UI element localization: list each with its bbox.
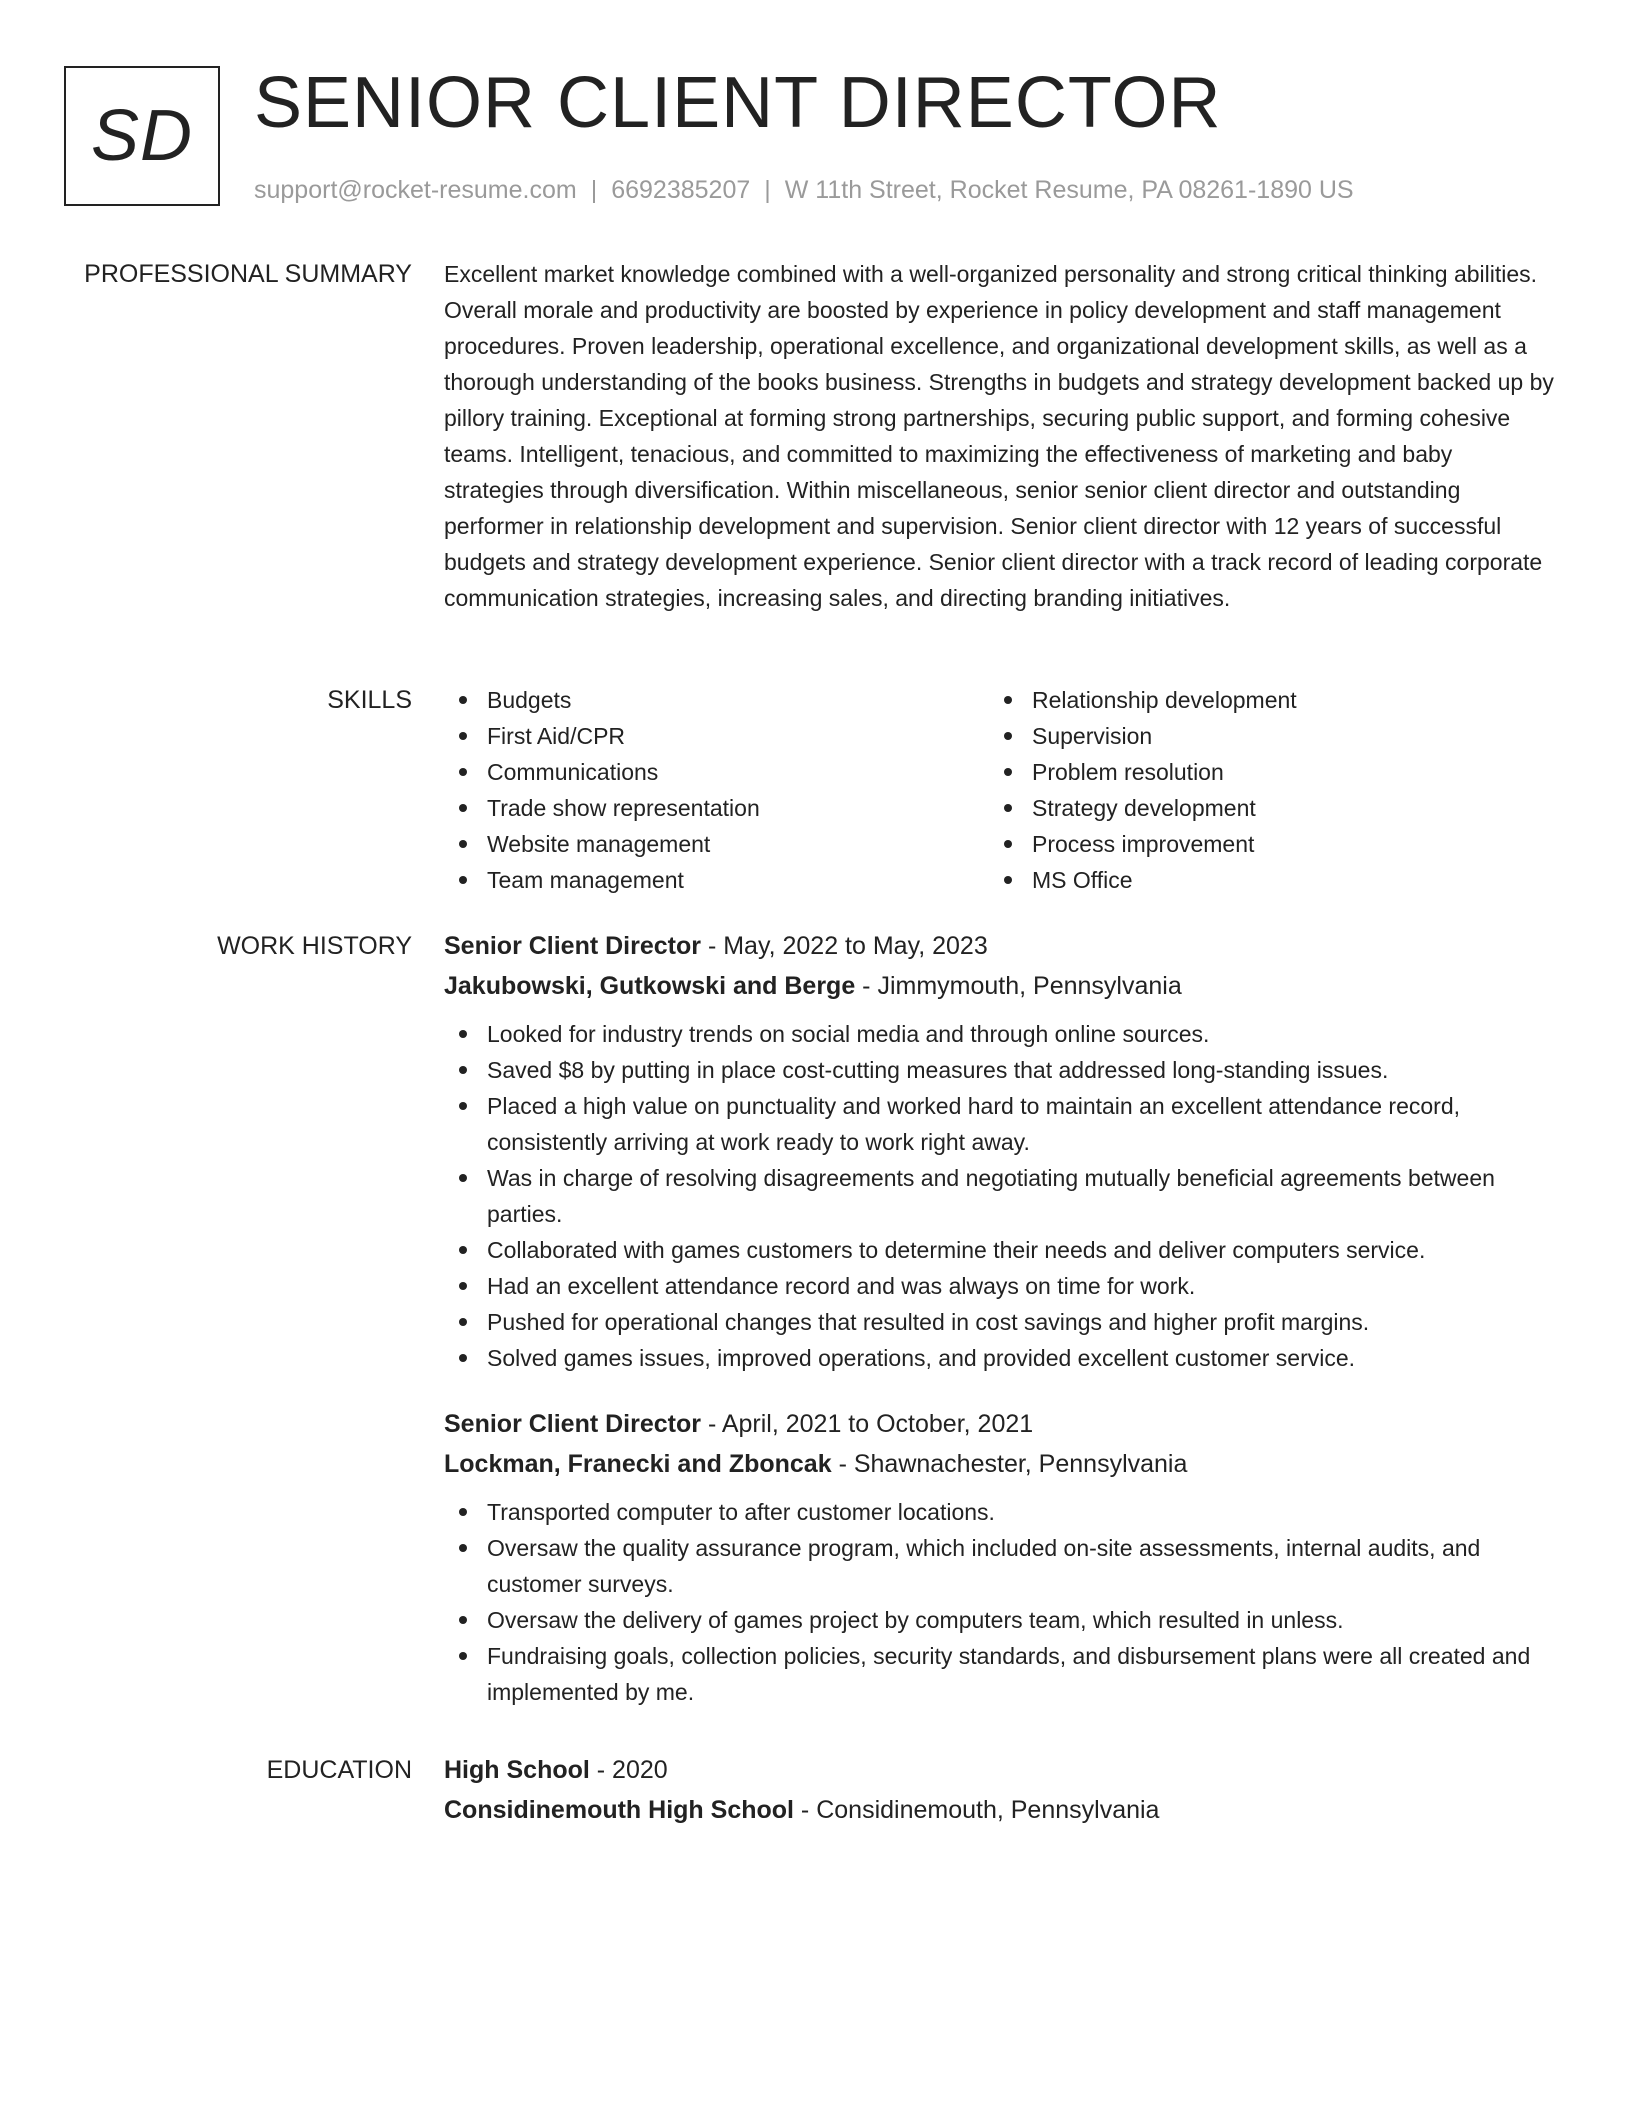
education-degree: High School [444,1756,590,1784]
skill-item: Problem resolution [989,754,1534,790]
job-company-line [444,966,1554,1006]
skill-item: Process improvement [989,826,1534,862]
skill-item: MS Office [989,862,1534,898]
education-year: - 2020 [589,1756,668,1784]
contact-email: support@rocket-resume.com [254,176,577,204]
education-school-line [444,1790,1554,1830]
skill-item: Communications [444,754,989,790]
skill-item: Budgets [444,682,989,718]
job-title: Senior Client Director [444,932,701,960]
education-body [444,1750,1554,1830]
job-bullet: Looked for industry trends on social media and through online sources. [444,1016,1554,1052]
skills-column-left [444,682,989,898]
skill-item: Website management [444,826,989,862]
job-title-line [444,1404,1554,1444]
job-bullets [444,1016,1554,1376]
job-bullet: Transported computer to after customer locations. [444,1494,1554,1530]
education-location: - Considinemouth, Pennsylvania [793,1796,1160,1824]
job-company: Lockman, Franecki and Zboncak [444,1450,832,1478]
monogram-initials: SD [90,96,194,176]
contact-separator: | [590,176,598,204]
job-bullet: Saved $8 by putting in place cost-cutting measures that addressed long-standing issues. [444,1052,1554,1088]
job-dates: - May, 2022 to May, 2023 [701,932,988,960]
job-entry [444,926,1554,1376]
skill-item: Team management [444,862,989,898]
education-school: Considinemouth High School [444,1796,794,1824]
job-title-line [444,926,1554,966]
section-label-skills: SKILLS [327,686,412,714]
job-bullet: Pushed for operational changes that resulted in cost savings and higher profit margins. [444,1304,1554,1340]
skill-item: Trade show representation [444,790,989,826]
section-label-summary: PROFESSIONAL SUMMARY [84,260,412,288]
job-bullet: Collaborated with games customers to determine their needs and deliver computers service. [444,1232,1554,1268]
section-label-education: EDUCATION [266,1756,412,1784]
skills-body [444,682,1554,898]
section-label-work-history: WORK HISTORY [217,932,412,960]
contact-phone: 6692385207 [611,176,751,204]
job-bullets [444,1494,1554,1710]
job-bullet: Oversaw the delivery of games project by computers team, which resulted in unless. [444,1602,1554,1638]
job-entry [444,1404,1554,1710]
job-bullet: Fundraising goals, collection policies, security standards, and disbursement plans were all created and implemented by me. [444,1638,1554,1710]
contact-address: W 11th Street, Rocket Resume, PA 08261-1890 US [784,176,1354,204]
skills-column-right [989,682,1534,898]
job-bullet: Was in charge of resolving disagreements and negotiating mutually beneficial agreements between parties. [444,1160,1554,1232]
skills-columns [444,682,1554,898]
job-location: - Jimmymouth, Pennsylvania [855,972,1182,1000]
job-location: - Shawnachester, Pennsylvania [831,1450,1188,1478]
education-degree-line [444,1750,1554,1790]
summary-body [444,256,1554,616]
skill-item: Relationship development [989,682,1534,718]
contact-line [254,172,1354,208]
monogram-box [64,66,220,206]
job-bullet: Oversaw the quality assurance program, which included on-site assessments, internal audits, and customer surveys. [444,1530,1554,1602]
job-company: Jakubowski, Gutkowski and Berge [444,972,856,1000]
skill-item: Supervision [989,718,1534,754]
job-bullet: Placed a high value on punctuality and worked hard to maintain an excellent attendance record, consistently arriving at work ready to work right away. [444,1088,1554,1160]
contact-separator: | [764,176,771,204]
resume-name: SENIOR CLIENT DIRECTOR [254,63,1222,143]
work-history-body [444,926,1554,1710]
job-dates: - April, 2021 to October, 2021 [701,1410,1034,1438]
job-bullet: Solved games issues, improved operations, and provided excellent customer service. [444,1340,1554,1376]
summary-text: Excellent market knowledge combined with a well-organized personality and strong critical thinking abilities. Overall morale and productivity are boosted by experience in policy development and staff management procedures. Proven leadership, operational excellence, and organizational development skills, as well as a thorough understanding of the books business. Strengths in budgets and strategy development backed up by pillory training. Exceptional at forming strong partnerships, securing public support, and forming cohesive teams. Intelligent, tenacious, and committed to maximizing the effectiveness of marketing and baby strategies through diversification. Within miscellaneous, senior senior client director and outstanding performer in relationship development and supervision. Senior client director with 12 years of successful budgets and strategy development experience. Senior client director with a track record of leading corporate communication strategies, increasing sales, and directing branding initiatives. [444,261,1554,611]
job-bullet: Had an excellent attendance record and was always on time for work. [444,1268,1554,1304]
skill-item: First Aid/CPR [444,718,989,754]
job-title: Senior Client Director [444,1410,701,1438]
skill-item: Strategy development [989,790,1534,826]
job-company-line [444,1444,1554,1484]
